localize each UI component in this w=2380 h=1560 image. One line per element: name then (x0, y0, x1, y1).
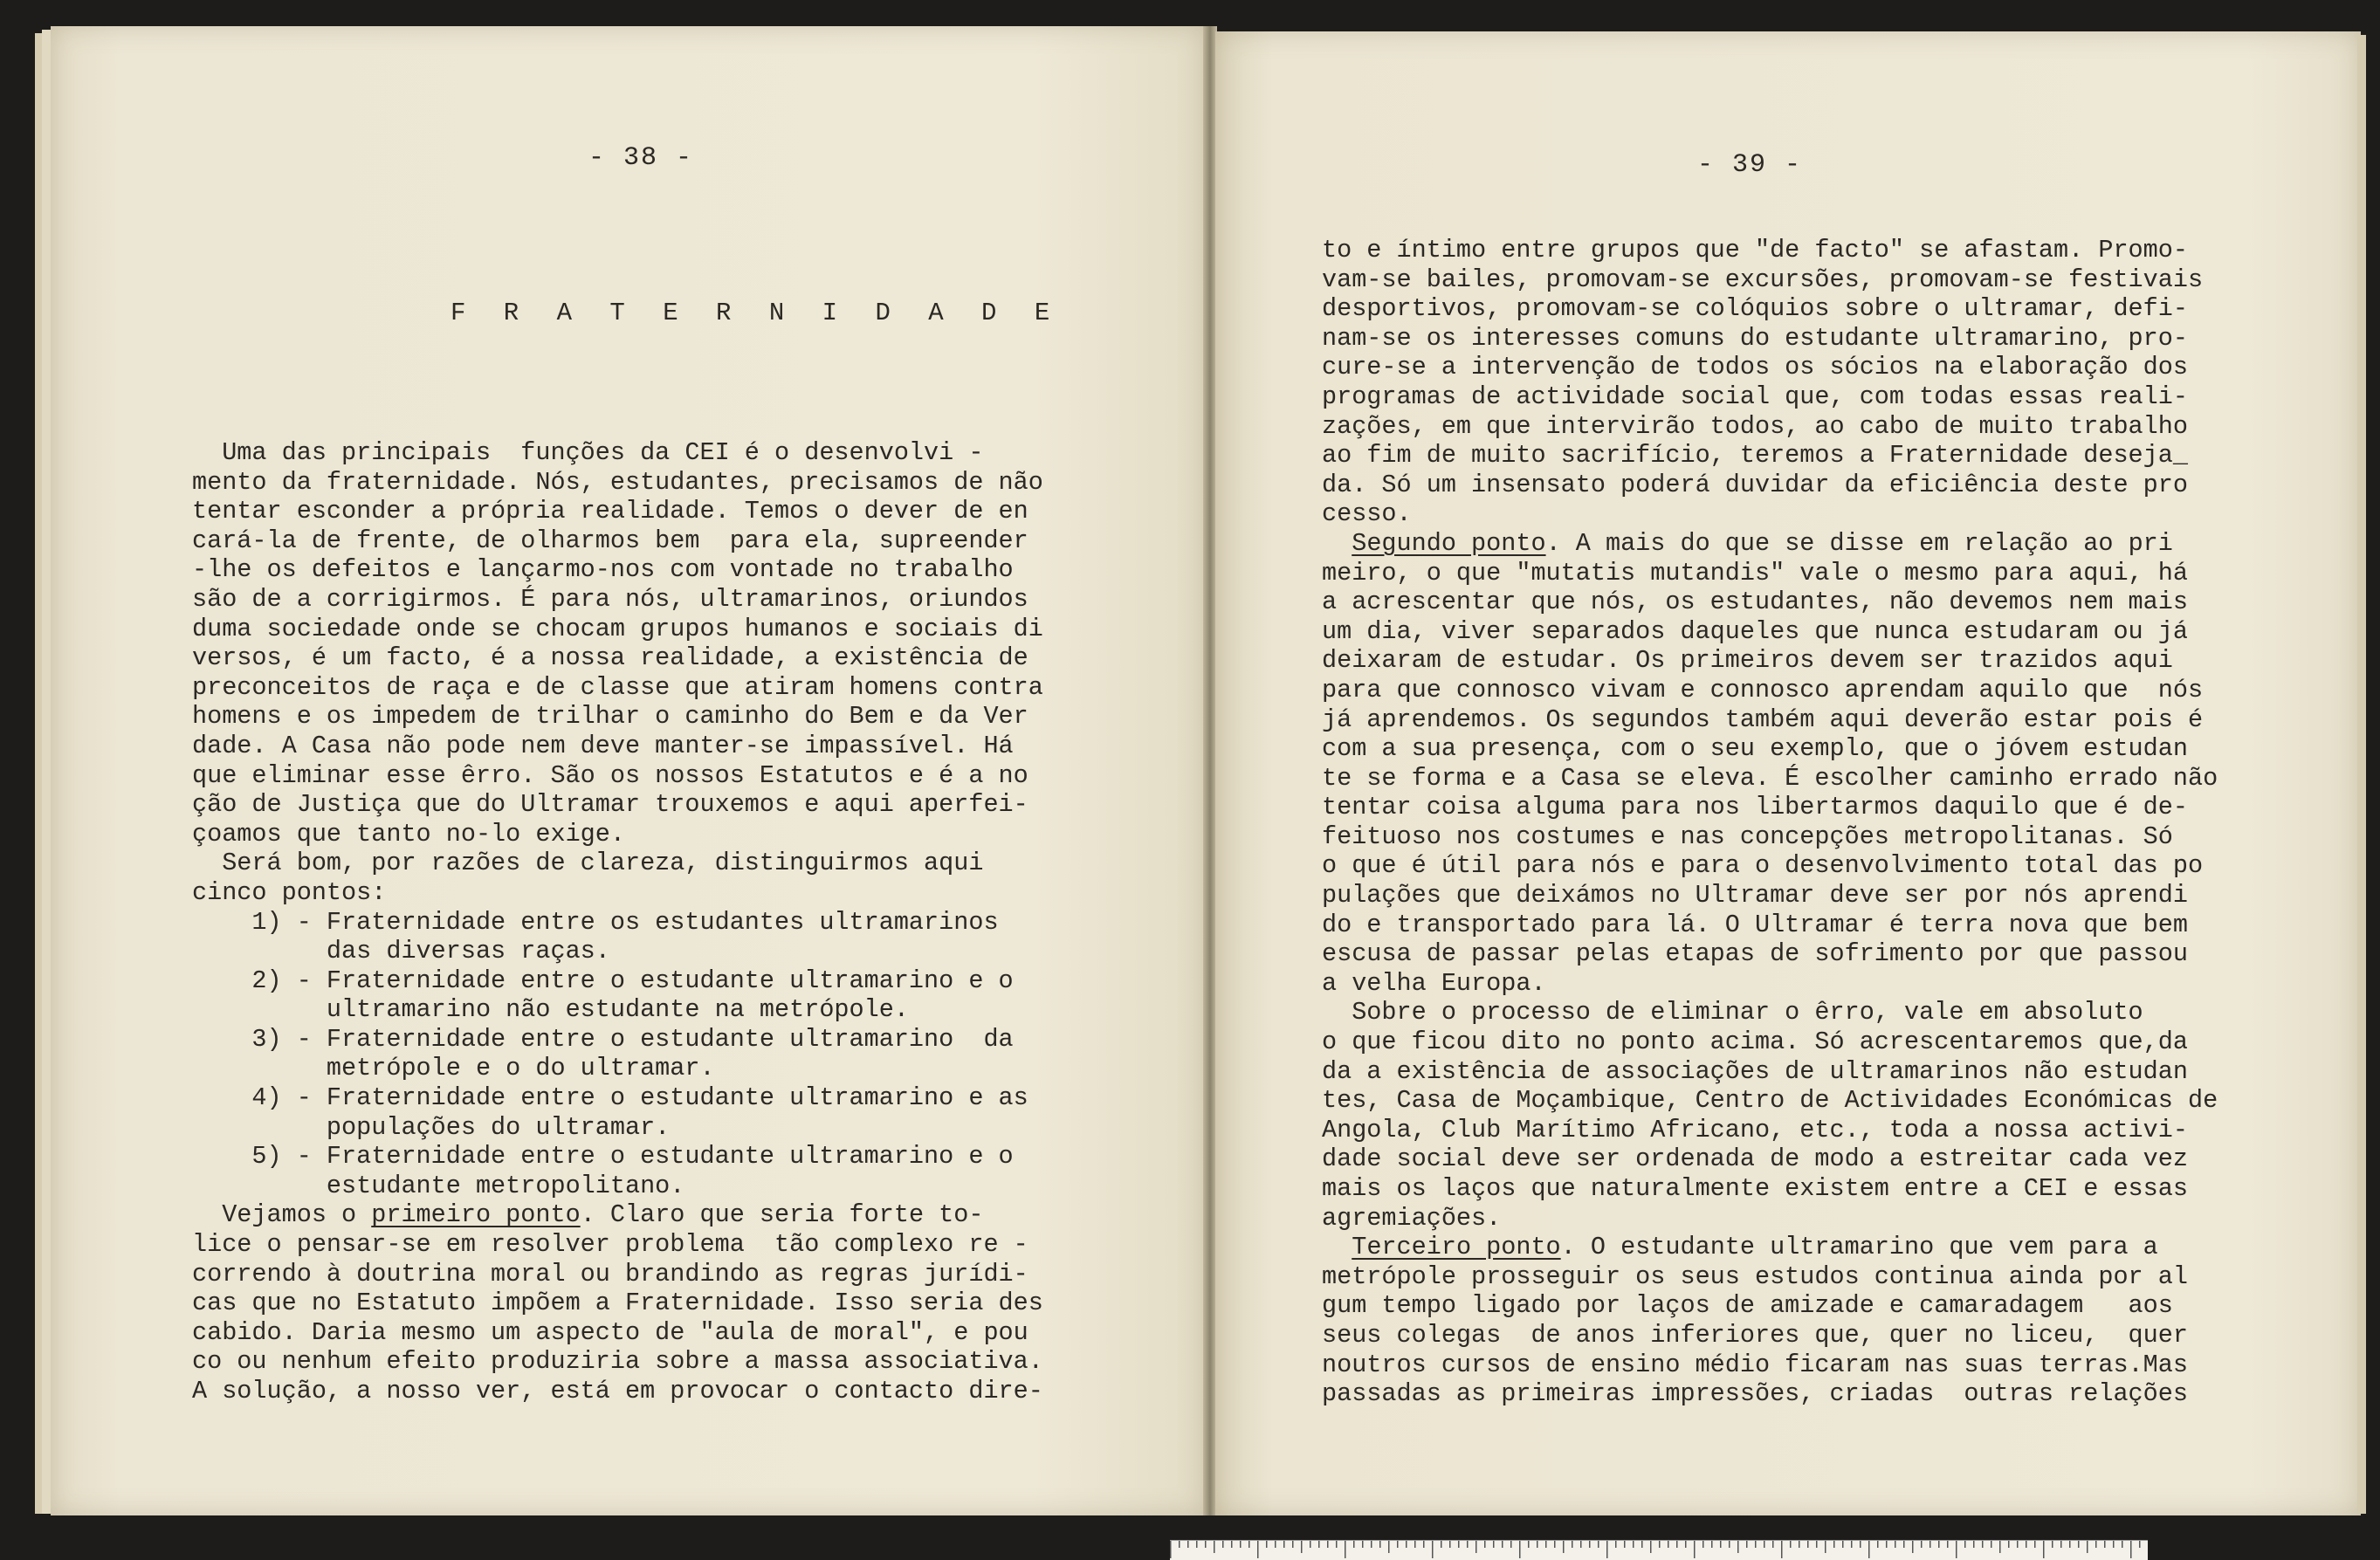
ruler-tick (1493, 1541, 1495, 1548)
ruler-tick (1222, 1541, 1224, 1548)
ruler-tick (1624, 1541, 1626, 1548)
ruler-tick (1187, 1541, 1189, 1548)
ruler-tick (1694, 1541, 1696, 1558)
ruler-tick (1589, 1541, 1591, 1548)
right-page-number: - 39 - (1697, 150, 1803, 180)
ruler-tick (1502, 1541, 1503, 1548)
text-line: tes, Casa de Moçambique, Centro de Actividades Económicas de (1322, 1086, 2218, 1116)
ruler-tick (1711, 1541, 1713, 1548)
ruler-tick (1842, 1541, 1844, 1548)
ruler-tick (2139, 1541, 2141, 1548)
ruler-tick (1362, 1541, 1364, 1548)
ruler-tick (1563, 1541, 1565, 1553)
ruler-tick (1179, 1541, 1180, 1548)
ruler-tick (1685, 1541, 1687, 1548)
ruler-tick (1248, 1541, 1250, 1548)
ruler-tick (1196, 1541, 1198, 1548)
text-line: da a existência de associações de ultramarinos não estudan (1322, 1056, 2188, 1086)
ruler-tick (2130, 1541, 2132, 1558)
ruler-tick (1702, 1541, 1704, 1548)
text-line: vam-se bailes, promovam-se excursões, promovam-se festivais (1322, 265, 2204, 294)
right-page-body (1322, 236, 2218, 1409)
ruler-tick (1860, 1541, 1861, 1548)
text-line: são de a corrigirmos. É para nós, ultramarinos, oriundos (192, 584, 1028, 614)
ruler-tick (1999, 1541, 2001, 1553)
text-line: Sobre o processo de eliminar o êrro, vale em absoluto (1322, 998, 2143, 1027)
ruler-tick (1537, 1541, 1538, 1548)
ruler-tick (1283, 1541, 1285, 1548)
ruler-tick (2026, 1541, 2027, 1548)
ruler-tick (1929, 1541, 1931, 1548)
ruler-tick (1903, 1541, 1905, 1548)
ruler-tick (1240, 1541, 1242, 1548)
ruler-tick (1799, 1541, 1800, 1548)
ruler-ticks (1170, 1541, 2148, 1560)
ruler-tick (1554, 1541, 1556, 1548)
text-line: 4) - Fraternidade entre o estudante ultramarino e as (192, 1083, 1028, 1113)
ruler-tick (1772, 1541, 1774, 1548)
book-edge-right (2357, 35, 2366, 1514)
text-line: -lhe os defeitos e lançarmo-nos com vontade no trabalho (192, 555, 1014, 585)
ruler-tick (1545, 1541, 1547, 1548)
text-line: Vejamos o primeiro ponto. Claro que seria forte to- (192, 1200, 984, 1230)
text-line: populações do ultramar. (192, 1112, 671, 1142)
text-line: cará-la de frente, de olharmos bem para ela, supreender (192, 526, 1028, 555)
ruler-tick (1746, 1541, 1748, 1548)
ruler-tick (1301, 1541, 1303, 1553)
text-line: Uma das principais funções da CEI é o desenvolvi - (192, 438, 984, 467)
ruler-tick (1572, 1541, 1573, 1548)
ruler-tick (1423, 1541, 1425, 1548)
text-line: cas que no Estatuto impõem a Fraternidade. Isso seria des (192, 1289, 1043, 1318)
ruler-tick (2060, 1541, 2062, 1548)
text-line: cinco pontos: (192, 877, 387, 907)
text-line: estudante metropolitano. (192, 1171, 685, 1200)
ruler-tick (2113, 1541, 2115, 1548)
text-line: o que ficou dito no ponto acima. Só acrescentaremos que,da (1322, 1027, 2188, 1057)
ruler-tick (1467, 1541, 1469, 1548)
text-line: versos, é um facto, é a nossa realidade, a existência de (192, 643, 1028, 673)
text-line: çoamos que tanto no-lo exige. (192, 819, 625, 849)
ruler-tick (1964, 1541, 1966, 1548)
ruler-tick (1868, 1541, 1870, 1558)
text-line: ao fim de muito sacrifício, teremos a Fraternidade deseja_ (1322, 441, 2188, 471)
ruler-tick (1528, 1541, 1530, 1548)
ruler-tick (1659, 1541, 1661, 1548)
ruler-tick (1755, 1541, 1757, 1548)
ruler-tick (1275, 1541, 1276, 1548)
text-line: pulações que deixámos no Ultramar deve ser por nós aprendi (1322, 881, 2188, 911)
ruler-tick (1353, 1541, 1355, 1548)
ruler-tick (1458, 1541, 1460, 1548)
text-line: noutros cursos de ensino médio ficaram nas suas terras.Mas (1322, 1350, 2188, 1379)
text-line: passadas as primeiras impressões, criadas outras relações (1322, 1379, 2188, 1409)
ruler-tick (1982, 1541, 1984, 1548)
text-line: cure-se a intervenção de todos os sócios na elaboração dos (1322, 353, 2188, 382)
ruler-tick (2069, 1541, 2071, 1548)
ruler-tick (1327, 1541, 1329, 1548)
text-line: com a sua presença, com o seu exemplo, que o jóvem estudan (1322, 734, 2188, 764)
ruler-tick (2078, 1541, 2080, 1548)
ruler-tick (2087, 1541, 2088, 1553)
ruler-tick (1737, 1541, 1739, 1553)
text-line: duma sociedade onde se chocam grupos humanos e sociais di (192, 614, 1043, 643)
text-line: homens e os impedem de trilhar o caminho do Bem e da Ver (192, 702, 1028, 732)
ruler-tick (1388, 1541, 1390, 1553)
ruler-tick (2017, 1541, 2019, 1548)
text-line: Angola, Club Marítimo Africano, etc., toda a nossa activi- (1322, 1115, 2188, 1144)
ruler-tick (1598, 1541, 1599, 1548)
text-line: um dia, viver separados daqueles que nunca estudaram ou já (1322, 616, 2188, 646)
text-line: to e íntimo entre grupos que "de facto" se afastam. Promo- (1322, 236, 2188, 265)
text-line: que eliminar esse êrro. São os nossos Estatutos e é a no (192, 760, 1028, 790)
ruler-tick (1720, 1541, 1722, 1548)
ruler-tick (1938, 1541, 1940, 1548)
ruler-tick (1310, 1541, 1311, 1548)
text-line: Terceiro ponto. O estudante ultramarino que vem para a (1352, 1233, 2158, 1262)
left-page-number: - 38 - (588, 143, 694, 173)
ruler-tick (1397, 1541, 1399, 1548)
underlined-term: Segundo ponto (1352, 528, 1546, 558)
ruler-tick (1292, 1541, 1294, 1548)
ruler-tick (1956, 1541, 1957, 1558)
ruler-tick (1921, 1541, 1923, 1548)
text-line: lice o pensar-se em resolver problema tão complexo re - (192, 1230, 1028, 1260)
ruler-tick (1406, 1541, 1407, 1548)
ruler-tick (1379, 1541, 1381, 1548)
text-line: desportivos, promovam-se colóquios sobre o ultramar, defi- (1322, 294, 2188, 324)
ruler-tick (1606, 1541, 1608, 1558)
text-line: mais os laços que naturalmente existem entre a CEI e essas (1322, 1174, 2188, 1203)
text-line: metrópole prosseguir os seus estudos continua ainda por al (1322, 1261, 2188, 1291)
ruler-tick (1580, 1541, 1582, 1548)
text-line: metrópole e o do ultramar. (192, 1054, 715, 1083)
ruler-tick (1266, 1541, 1268, 1548)
ruler-tick (1633, 1541, 1634, 1548)
text-line: tentar esconder a própria realidade. Temos o dever de en (192, 497, 1028, 526)
ruler-tick (1519, 1541, 1521, 1558)
ruler-tick (1510, 1541, 1512, 1548)
scale-ruler (1170, 1540, 2148, 1560)
ruler-tick (1615, 1541, 1617, 1548)
ruler-tick (2122, 1541, 2123, 1548)
text-line: gum tempo ligado por laços de amizade e camaradagem aos (1322, 1291, 2173, 1321)
ruler-tick (2095, 1541, 2097, 1548)
text-line: cabido. Daria mesmo um aspecto de "aula de moral", e pou (192, 1317, 1028, 1347)
ruler-tick (1676, 1541, 1678, 1548)
text-line: nam-se os interesses comuns do estudante ultramarino, pro- (1322, 323, 2188, 353)
ruler-tick (1851, 1541, 1853, 1548)
ruler-tick (1877, 1541, 1879, 1548)
ruler-tick (1650, 1541, 1652, 1553)
ruler-tick (1414, 1541, 1416, 1548)
left-page-body (192, 438, 1043, 1406)
ruler-tick (1170, 1541, 1172, 1558)
text-line: tentar coisa alguma para nos libertarmos daquilo que é de- (1322, 793, 2188, 822)
text-line: Será bom, por razões de clareza, distinguirmos aqui (192, 849, 984, 878)
ruler-tick (1833, 1541, 1835, 1548)
ruler-tick (1336, 1541, 1338, 1548)
text-line: deixaram de estudar. Os primeiros devem ser trazidos aqui (1322, 646, 2173, 676)
text-line: zações, em que intervirão todos, ao cabo de muito trabalho (1322, 411, 2188, 441)
ruler-tick (1790, 1541, 1792, 1548)
ruler-tick (2052, 1541, 2053, 1548)
text-line: escusa de passar pelas etapas de sofrimento por que passou (1322, 939, 2188, 969)
underlined-term: primeiro ponto (371, 1200, 581, 1230)
text-line: a velha Europa. (1322, 968, 1546, 998)
text-line: cesso. (1322, 499, 1412, 529)
text-line: correndo à doutrina moral ou brandindo as regras jurídi- (192, 1259, 1028, 1289)
text-line: o que é útil para nós e para o desenvolvimento total das po (1322, 851, 2204, 881)
text-line: meiro, o que "mutatis mutandis" vale o mesmo para aqui, há (1322, 558, 2188, 588)
text-line: ultramarino não estudante na metrópole. (192, 995, 909, 1025)
text-line: das diversas raças. (192, 937, 610, 966)
ruler-tick (1886, 1541, 1888, 1548)
ruler-tick (2104, 1541, 2106, 1548)
ruler-tick (1729, 1541, 1730, 1548)
text-line: 1) - Fraternidade entre os estudantes ultramarinos (192, 907, 999, 937)
text-line: mento da fraternidade. Nós, estudantes, precisamos de não (192, 467, 1043, 497)
ruler-tick (1781, 1541, 1783, 1558)
ruler-tick (1816, 1541, 1818, 1548)
ruler-tick (1825, 1541, 1826, 1553)
ruler-tick (1449, 1541, 1451, 1548)
ruler-tick (1895, 1541, 1896, 1548)
ruler-tick (1231, 1541, 1233, 1548)
text-line: 5) - Fraternidade entre o estudante ultramarino e o (192, 1142, 1014, 1172)
text-line: dade. A Casa não pode nem deve manter-se impassível. Há (192, 731, 1014, 760)
text-line: A solução, a nosso ver, está em provocar o contacto dire- (192, 1377, 1043, 1405)
ruler-tick (1345, 1541, 1346, 1558)
ruler-tick (1807, 1541, 1809, 1548)
text-line: feituoso nos costumes e nas concepções metropolitanas. Só (1322, 821, 2173, 851)
ruler-tick (1475, 1541, 1477, 1553)
text-line: te se forma e a Casa se eleva. É escolher caminho errado não (1322, 763, 2218, 793)
text-line: a acrescentar que nós, os estudantes, não devemos nem mais (1322, 588, 2188, 617)
text-line: programas de actividade social que, com todas essas reali- (1322, 381, 2188, 411)
ruler-tick (1371, 1541, 1372, 1548)
ruler-tick (1257, 1541, 1259, 1558)
ruler-tick (1764, 1541, 1765, 1548)
ruler-tick (1318, 1541, 1320, 1548)
text-line: agremiações. (1322, 1203, 1502, 1233)
text-line: dade social deve ser ordenada de modo a estreitar cada vez (1322, 1144, 2188, 1174)
text-line: ção de Justiça que do Ultramar trouxemos e aqui aperfei- (192, 790, 1028, 820)
ruler-tick (1205, 1541, 1207, 1548)
ruler-tick (2008, 1541, 2010, 1548)
ruler-tick (2034, 1541, 2036, 1548)
text-line: co ou nenhum efeito produziria sobre a massa associativa. (192, 1347, 1043, 1377)
ruler-tick (1973, 1541, 1975, 1548)
text-line: para que connosco vivam e connosco aprendam aquilo que nós (1322, 675, 2204, 704)
text-line: Segundo ponto. A mais do que se disse em relação ao pri (1352, 528, 2173, 558)
page-title: F R A T E R N I D A D E (451, 299, 1062, 327)
ruler-tick (1432, 1541, 1434, 1558)
ruler-tick (1668, 1541, 1669, 1548)
ruler-tick (1947, 1541, 1949, 1548)
ruler-tick (1214, 1541, 1215, 1553)
text-line: seus colegas de anos inferiores que, quer no liceu, quer (1322, 1320, 2188, 1350)
text-line: preconceitos de raça e de classe que atiram homens contra (192, 672, 1043, 702)
text-line: 2) - Fraternidade entre o estudante ultramarino e o (192, 966, 1014, 995)
ruler-tick (1484, 1541, 1486, 1548)
ruler-tick (1441, 1541, 1442, 1548)
underlined-term: Terceiro ponto (1352, 1233, 1561, 1262)
text-line: já aprendemos. Os segundos também aqui deverão estar pois é (1322, 704, 2204, 734)
text-line: da. Só um insensato poderá duvidar da eficiência deste pro (1322, 470, 2188, 499)
ruler-tick (1991, 1541, 1992, 1548)
ruler-tick (1912, 1541, 1914, 1553)
text-line: do e transportado para lá. O Ultramar é terra nova que bem (1322, 910, 2188, 939)
ruler-tick (2043, 1541, 2045, 1558)
text-line: 3) - Fraternidade entre o estudante ultramarino da (192, 1024, 1014, 1054)
ruler-tick (1641, 1541, 1643, 1548)
